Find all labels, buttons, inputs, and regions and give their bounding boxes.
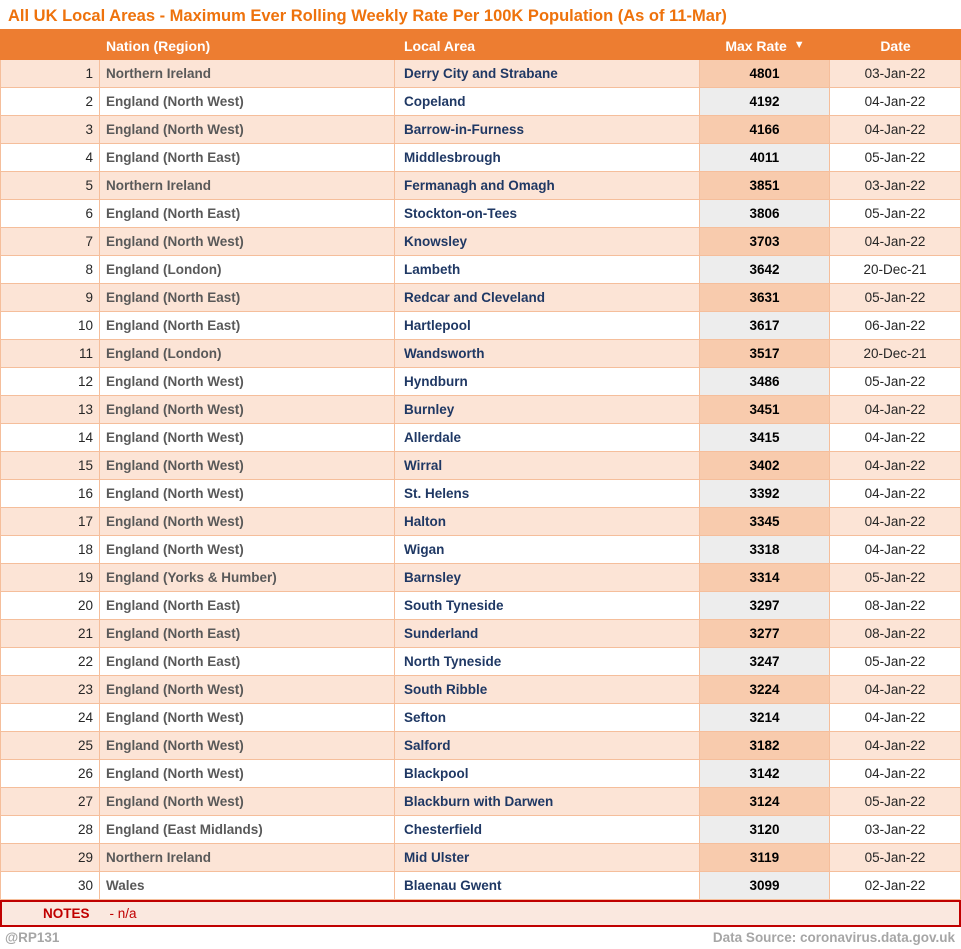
notes-text: - n/a (109, 906, 137, 921)
nation-cell: Northern Ireland (100, 60, 395, 88)
area-cell: Redcar and Cleveland (395, 284, 700, 312)
table-row (0, 620, 961, 648)
area-cell: Hyndburn (395, 368, 700, 396)
area-cell: Barrow-in-Furness (395, 116, 700, 144)
nation-cell: England (North East) (100, 312, 395, 340)
date-cell: 04-Jan-22 (830, 452, 961, 480)
area-cell: Derry City and Strabane (395, 60, 700, 88)
rank-cell: 20 (0, 592, 100, 620)
rank-cell: 11 (0, 340, 100, 368)
area-cell: Wirral (395, 452, 700, 480)
date-cell: 05-Jan-22 (830, 368, 961, 396)
rate-cell: 3402 (700, 452, 830, 480)
rate-cell: 3451 (700, 396, 830, 424)
date-cell: 08-Jan-22 (830, 620, 961, 648)
rate-cell: 3392 (700, 480, 830, 508)
nation-cell: England (North East) (100, 648, 395, 676)
nation-cell: Northern Ireland (100, 172, 395, 200)
header-max-rate-sort[interactable] (700, 31, 830, 60)
table-row (0, 284, 961, 312)
table-row (0, 844, 961, 872)
rank-cell: 26 (0, 760, 100, 788)
date-cell: 20-Dec-21 (830, 256, 961, 284)
nation-cell: England (North West) (100, 536, 395, 564)
rank-cell: 29 (0, 844, 100, 872)
rank-cell: 8 (0, 256, 100, 284)
rate-cell: 3415 (700, 424, 830, 452)
rate-cell: 3247 (700, 648, 830, 676)
rank-cell: 28 (0, 816, 100, 844)
table-row (0, 172, 961, 200)
table-row (0, 592, 961, 620)
rate-cell: 3277 (700, 620, 830, 648)
area-cell: South Tyneside (395, 592, 700, 620)
rank-cell: 5 (0, 172, 100, 200)
table-row (0, 564, 961, 592)
table-row (0, 536, 961, 564)
rank-cell: 7 (0, 228, 100, 256)
rank-cell: 9 (0, 284, 100, 312)
rate-cell: 3297 (700, 592, 830, 620)
table-row (0, 788, 961, 816)
date-cell: 05-Jan-22 (830, 200, 961, 228)
date-cell: 04-Jan-22 (830, 704, 961, 732)
rank-cell: 4 (0, 144, 100, 172)
rate-cell: 3806 (700, 200, 830, 228)
area-cell: Allerdale (395, 424, 700, 452)
date-cell: 04-Jan-22 (830, 536, 961, 564)
rank-cell: 22 (0, 648, 100, 676)
nation-cell: England (London) (100, 256, 395, 284)
table-row (0, 116, 961, 144)
nation-cell: England (North West) (100, 424, 395, 452)
table-row (0, 396, 961, 424)
rank-cell: 25 (0, 732, 100, 760)
rate-cell: 3124 (700, 788, 830, 816)
rank-cell: 13 (0, 396, 100, 424)
rank-cell: 19 (0, 564, 100, 592)
rank-cell: 24 (0, 704, 100, 732)
nation-cell: England (North East) (100, 592, 395, 620)
date-cell: 04-Jan-22 (830, 88, 961, 116)
nation-cell: England (North West) (100, 116, 395, 144)
table-row (0, 144, 961, 172)
nation-cell: Wales (100, 872, 395, 900)
area-cell: Knowsley (395, 228, 700, 256)
date-cell: 04-Jan-22 (830, 396, 961, 424)
date-cell: 04-Jan-22 (830, 424, 961, 452)
rate-cell: 3182 (700, 732, 830, 760)
area-cell: South Ribble (395, 676, 700, 704)
date-cell: 03-Jan-22 (830, 816, 961, 844)
date-cell: 05-Jan-22 (830, 284, 961, 312)
nation-cell: England (North West) (100, 88, 395, 116)
table-row (0, 508, 961, 536)
date-cell: 03-Jan-22 (830, 60, 961, 88)
table-row (0, 760, 961, 788)
nation-cell: England (North West) (100, 396, 395, 424)
date-cell: 03-Jan-22 (830, 172, 961, 200)
rank-cell: 17 (0, 508, 100, 536)
table-row (0, 480, 961, 508)
nation-cell: England (North West) (100, 368, 395, 396)
date-cell: 05-Jan-22 (830, 788, 961, 816)
rate-cell: 3142 (700, 760, 830, 788)
rate-cell: 3851 (700, 172, 830, 200)
notes-label: NOTES (43, 906, 90, 921)
header-date: Date (880, 37, 911, 54)
table-row (0, 732, 961, 760)
rank-cell: 2 (0, 88, 100, 116)
area-cell: Copeland (395, 88, 700, 116)
area-cell: Fermanagh and Omagh (395, 172, 700, 200)
area-cell: Sefton (395, 704, 700, 732)
header-max-rate-label: Max Rate (725, 37, 787, 54)
date-cell: 05-Jan-22 (830, 648, 961, 676)
sort-descending-icon: ▼ (793, 39, 805, 51)
nation-cell: England (North East) (100, 200, 395, 228)
rate-cell: 3486 (700, 368, 830, 396)
rank-cell: 3 (0, 116, 100, 144)
rank-cell: 21 (0, 620, 100, 648)
area-cell: Barnsley (395, 564, 700, 592)
table-row (0, 676, 961, 704)
nation-cell: England (Yorks & Humber) (100, 564, 395, 592)
area-cell: St. Helens (395, 480, 700, 508)
date-cell: 04-Jan-22 (830, 508, 961, 536)
footer (0, 927, 961, 948)
nation-cell: England (North West) (100, 676, 395, 704)
area-cell: Halton (395, 508, 700, 536)
rate-cell: 4801 (700, 60, 830, 88)
rank-cell: 23 (0, 676, 100, 704)
rate-cell: 3703 (700, 228, 830, 256)
table-row (0, 872, 961, 900)
nation-cell: England (North East) (100, 284, 395, 312)
nation-cell: England (East Midlands) (100, 816, 395, 844)
rate-cell: 4166 (700, 116, 830, 144)
table-row (0, 312, 961, 340)
area-cell: Hartlepool (395, 312, 700, 340)
date-cell: 04-Jan-22 (830, 676, 961, 704)
table-row (0, 340, 961, 368)
date-cell: 05-Jan-22 (830, 564, 961, 592)
date-cell: 04-Jan-22 (830, 760, 961, 788)
rate-cell: 3224 (700, 676, 830, 704)
area-cell: Blackburn with Darwen (395, 788, 700, 816)
nation-cell: England (North East) (100, 620, 395, 648)
date-cell: 04-Jan-22 (830, 116, 961, 144)
table-row (0, 816, 961, 844)
date-cell: 04-Jan-22 (830, 480, 961, 508)
table-row (0, 60, 961, 88)
rank-cell: 16 (0, 480, 100, 508)
rank-cell: 1 (0, 60, 100, 88)
footer-author-handle: @RP131 (5, 930, 60, 945)
rate-cell: 3214 (700, 704, 830, 732)
rank-cell: 14 (0, 424, 100, 452)
table-row (0, 368, 961, 396)
area-cell: Lambeth (395, 256, 700, 284)
area-cell: Middlesbrough (395, 144, 700, 172)
rank-cell: 30 (0, 872, 100, 900)
page-title: All UK Local Areas - Maximum Ever Rolling Weekly Rate Per 100K Population (As of 11-Mar) (8, 7, 727, 25)
rank-cell: 27 (0, 788, 100, 816)
rate-cell: 3617 (700, 312, 830, 340)
nation-cell: England (North West) (100, 760, 395, 788)
table-row (0, 228, 961, 256)
date-cell: 04-Jan-22 (830, 732, 961, 760)
date-cell: 20-Dec-21 (830, 340, 961, 368)
table-header-row (0, 31, 961, 60)
rank-cell: 6 (0, 200, 100, 228)
table-row (0, 256, 961, 284)
nation-cell: England (North East) (100, 144, 395, 172)
data-table (0, 31, 961, 900)
nation-cell: England (London) (100, 340, 395, 368)
area-cell: Blaenau Gwent (395, 872, 700, 900)
footer-data-source: Data Source: coronavirus.data.gov.uk (712, 930, 955, 945)
rate-cell: 4011 (700, 144, 830, 172)
area-cell: Blackpool (395, 760, 700, 788)
date-cell: 05-Jan-22 (830, 844, 961, 872)
rate-cell: 3120 (700, 816, 830, 844)
rate-cell: 3631 (700, 284, 830, 312)
date-cell: 05-Jan-22 (830, 144, 961, 172)
area-cell: Wigan (395, 536, 700, 564)
rank-cell: 15 (0, 452, 100, 480)
rate-cell: 3642 (700, 256, 830, 284)
rate-cell: 3517 (700, 340, 830, 368)
area-cell: North Tyneside (395, 648, 700, 676)
table-row (0, 424, 961, 452)
notes-row (0, 900, 961, 927)
rate-cell: 3099 (700, 872, 830, 900)
rank-cell: 18 (0, 536, 100, 564)
rate-cell: 3345 (700, 508, 830, 536)
area-cell: Stockton-on-Tees (395, 200, 700, 228)
nation-cell: England (North West) (100, 228, 395, 256)
table-row (0, 648, 961, 676)
table-row (0, 88, 961, 116)
nation-cell: England (North West) (100, 508, 395, 536)
date-cell: 02-Jan-22 (830, 872, 961, 900)
date-cell: 04-Jan-22 (830, 228, 961, 256)
rank-cell: 10 (0, 312, 100, 340)
table-row (0, 200, 961, 228)
header-nation: Nation (Region) (106, 37, 211, 54)
area-cell: Sunderland (395, 620, 700, 648)
area-cell: Burnley (395, 396, 700, 424)
area-cell: Chesterfield (395, 816, 700, 844)
table-body (0, 60, 961, 900)
rate-cell: 4192 (700, 88, 830, 116)
nation-cell: England (North West) (100, 732, 395, 760)
rate-cell: 3314 (700, 564, 830, 592)
rate-cell: 3318 (700, 536, 830, 564)
area-cell: Wandsworth (395, 340, 700, 368)
nation-cell: England (North West) (100, 704, 395, 732)
nation-cell: England (North West) (100, 788, 395, 816)
header-area: Local Area (404, 37, 476, 54)
rank-cell: 12 (0, 368, 100, 396)
table-row (0, 704, 961, 732)
area-cell: Mid Ulster (395, 844, 700, 872)
rate-cell: 3119 (700, 844, 830, 872)
date-cell: 06-Jan-22 (830, 312, 961, 340)
nation-cell: Northern Ireland (100, 844, 395, 872)
area-cell: Salford (395, 732, 700, 760)
date-cell: 08-Jan-22 (830, 592, 961, 620)
header-rank (0, 31, 100, 60)
nation-cell: England (North West) (100, 452, 395, 480)
table-row (0, 452, 961, 480)
nation-cell: England (North West) (100, 480, 395, 508)
